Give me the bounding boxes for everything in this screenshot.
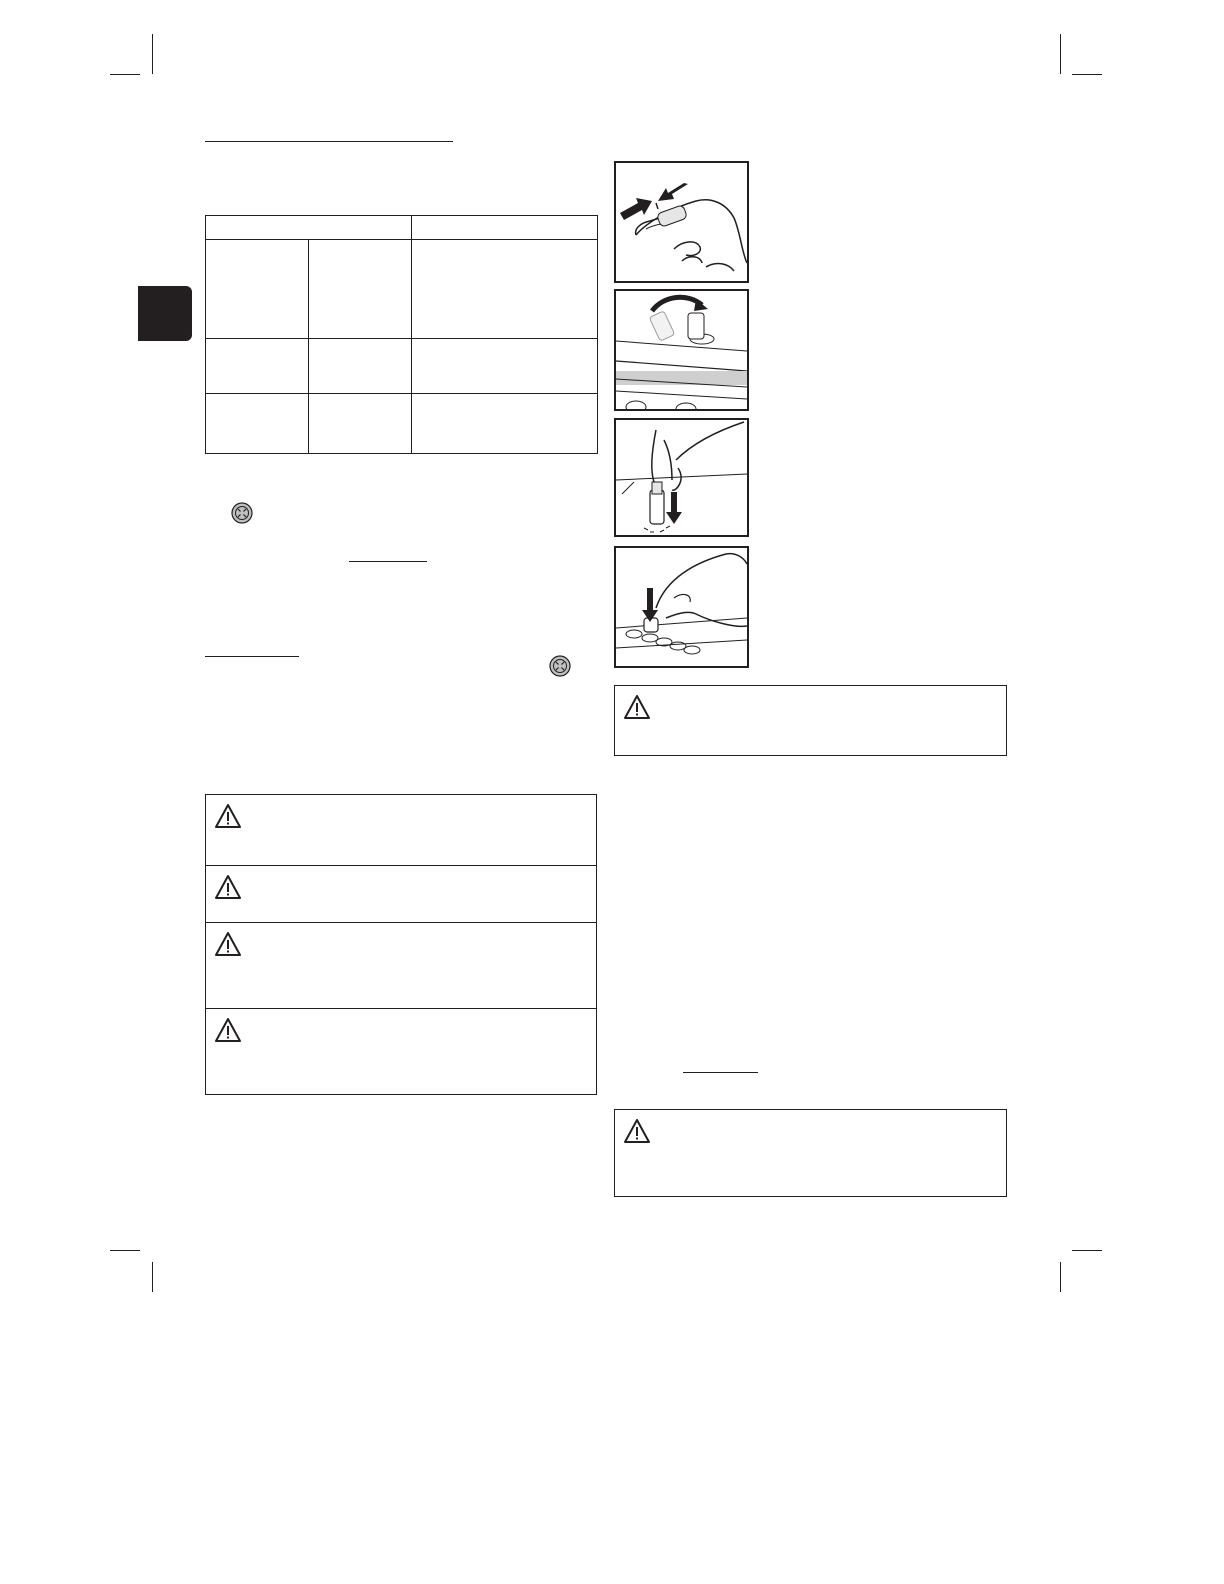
table-cell bbox=[412, 240, 598, 339]
table-row bbox=[206, 394, 598, 454]
warning-notice bbox=[206, 866, 596, 923]
warning-notice bbox=[614, 1109, 1007, 1197]
crop-mark-top-right-vertical bbox=[1060, 34, 1061, 74]
table-cell bbox=[206, 339, 309, 394]
pinch-fingers-illustration bbox=[614, 161, 749, 283]
table-cell bbox=[309, 339, 412, 394]
table-header-cell bbox=[412, 216, 598, 240]
crop-mark-top-left-horizontal bbox=[110, 74, 140, 75]
language-side-tab bbox=[138, 286, 192, 341]
crop-mark-bottom-left-vertical bbox=[152, 1262, 153, 1292]
crop-mark-bottom-left-horizontal bbox=[110, 1250, 140, 1251]
settings-table bbox=[205, 215, 598, 454]
subheading-underline bbox=[205, 656, 299, 657]
table-header-row bbox=[206, 216, 598, 240]
table-cell bbox=[309, 240, 412, 339]
warning-triangle-icon bbox=[214, 931, 242, 957]
warning-triangle-icon bbox=[623, 1118, 651, 1144]
warning-notice bbox=[206, 1009, 596, 1094]
text-underline bbox=[349, 561, 427, 562]
warning-triangle-icon bbox=[214, 803, 242, 829]
table-cell bbox=[309, 394, 412, 454]
warning-triangle-icon bbox=[214, 874, 242, 900]
rotate-tube-illustration bbox=[614, 289, 749, 411]
table-row bbox=[206, 339, 598, 394]
descale-button-icon bbox=[549, 655, 571, 677]
warning-notice-stack bbox=[205, 794, 597, 1095]
crop-mark-bottom-right-horizontal bbox=[1072, 1250, 1102, 1251]
warning-triangle-icon bbox=[214, 1017, 242, 1043]
table-header-cell bbox=[206, 216, 412, 240]
table-cell bbox=[206, 394, 309, 454]
warning-notice bbox=[206, 795, 596, 866]
insert-tube-illustration bbox=[614, 418, 749, 537]
heading-underline bbox=[205, 141, 453, 142]
warning-triangle-icon bbox=[623, 694, 651, 720]
descale-button-icon bbox=[231, 502, 253, 524]
press-tube-illustration bbox=[614, 546, 749, 668]
table-cell bbox=[206, 240, 309, 339]
warning-notice bbox=[206, 923, 596, 1009]
crop-mark-bottom-right-vertical bbox=[1060, 1262, 1061, 1292]
warning-notice bbox=[614, 685, 1007, 756]
table-cell bbox=[412, 339, 598, 394]
table-row bbox=[206, 240, 598, 339]
text-underline bbox=[683, 1072, 758, 1073]
crop-mark-top-left-vertical bbox=[152, 34, 153, 74]
crop-mark-top-right-horizontal bbox=[1072, 74, 1102, 75]
table-cell bbox=[412, 394, 598, 454]
